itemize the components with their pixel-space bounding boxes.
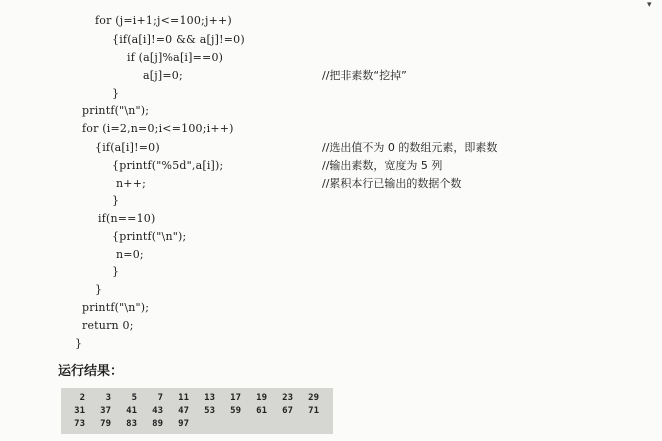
output-number: 83 [126, 419, 137, 429]
output-number: 71 [308, 406, 319, 416]
output-number: 7 [157, 393, 163, 403]
output-number: 13 [204, 393, 215, 403]
output-number: 97 [178, 419, 189, 429]
code-line: n++; [116, 177, 147, 190]
output-number: 59 [230, 406, 241, 416]
code-comment: //选出值不为 0 的数组元素，即素数 [322, 141, 498, 154]
code-line: } [112, 194, 120, 207]
output-number: 2 [79, 393, 85, 403]
output-number: 11 [178, 393, 189, 403]
code-line: if (a[j]%a[i]==0) [127, 51, 224, 64]
output-number: 73 [74, 419, 85, 429]
code-line: } [112, 265, 120, 278]
code-line: {printf("%5d",a[i]); [112, 159, 224, 172]
code-line: for (i=2,n=0;i<=100;i++) [82, 122, 234, 135]
code-line: for (j=i+1;j<=100;j++) [95, 14, 232, 27]
page-corner-mark: ▾ [647, 0, 652, 10]
code-line: } [75, 337, 83, 350]
code-line: {if(a[i]!=0 && a[j]!=0) [112, 33, 245, 46]
output-number: 61 [256, 406, 267, 416]
output-number: 37 [100, 406, 111, 416]
code-comment: //把非素数“挖掉” [322, 69, 407, 82]
output-number: 3 [105, 393, 111, 403]
code-comment: //输出素数，宽度为 5 列 [322, 159, 443, 172]
code-line: a[j]=0; [143, 69, 183, 82]
output-number: 29 [308, 393, 319, 403]
code-comment: //累积本行已输出的数据个数 [322, 177, 462, 190]
program-output-box [61, 388, 333, 434]
result-heading: 运行结果： [58, 364, 124, 379]
output-number: 67 [282, 406, 293, 416]
output-number: 79 [100, 419, 111, 429]
output-number: 43 [152, 406, 163, 416]
output-number: 41 [126, 406, 137, 416]
output-number: 19 [256, 393, 267, 403]
output-number: 53 [204, 406, 215, 416]
code-line: {printf("\n"); [112, 230, 187, 243]
code-line: printf("\n"); [82, 301, 150, 314]
code-line: n=0; [116, 248, 144, 261]
code-line: {if(a[i]!=0) [95, 141, 160, 154]
output-number: 47 [178, 406, 189, 416]
output-number: 23 [282, 393, 293, 403]
code-line: } [112, 87, 120, 100]
output-number: 5 [131, 393, 137, 403]
code-line: return 0; [82, 319, 134, 332]
code-line: } [95, 283, 103, 296]
code-line: printf("\n"); [82, 104, 150, 117]
output-number: 89 [152, 419, 163, 429]
output-number: 31 [74, 406, 85, 416]
code-line: if(n==10) [98, 212, 156, 225]
output-number: 17 [230, 393, 241, 403]
